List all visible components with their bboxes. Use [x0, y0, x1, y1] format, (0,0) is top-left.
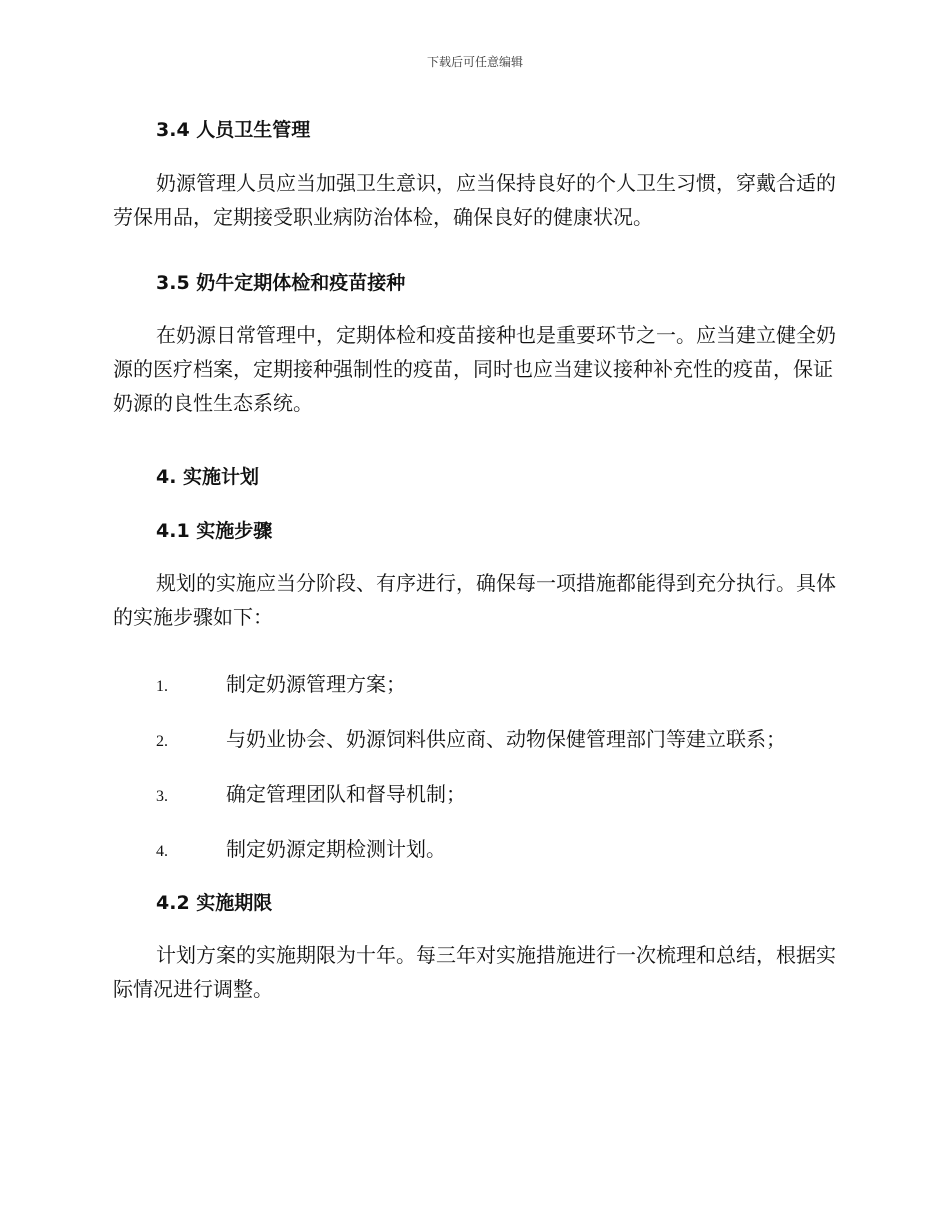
list-item-number: 4.: [156, 843, 168, 860]
section-paragraph-4-2: 计划方案的实施期限为十年。每三年对实施措施进行一次梳理和总结，根据实际情况进行调整。: [113, 943, 836, 1001]
section-paragraph-4-1: 规划的实施应当分阶段、有序进行，确保每一项措施都能得到充分执行。具体的实施步骤如下：: [113, 571, 836, 629]
section-paragraph-3-4: 奶源管理人员应当加强卫生意识，应当保持良好的个人卫生习惯，穿戴合适的劳保用品，定期接受职业病防治体检，确保良好的健康状况。: [113, 171, 836, 229]
list-item-number: 3.: [156, 788, 168, 805]
section-heading-3-5: 3.5 奶牛定期体检和疫苗接种: [156, 272, 406, 294]
list-item: [156, 723, 846, 752]
section-heading-4: 4. 实施计划: [156, 466, 260, 488]
section-paragraph-3-5: 在奶源日常管理中，定期体检和疫苗接种也是重要环节之一。应当建立健全奶源的医疗档案，定期接种强制性的疫苗，同时也应当建议接种补充性的疫苗，保证奶源的良性生态系统。: [113, 323, 836, 415]
list-item: [156, 833, 846, 862]
list-item-number: 2.: [156, 733, 168, 750]
page-header: 下载后可任意编辑: [426, 55, 523, 69]
list-item: [156, 668, 846, 697]
list-item: [156, 778, 846, 807]
list-item-number: 1.: [156, 678, 168, 695]
list-item-text: 制定奶源管理方案；: [226, 672, 406, 696]
section-heading-4-1: 4.1 实施步骤: [156, 520, 273, 542]
list-item-text: 确定管理团队和督导机制；: [226, 782, 466, 806]
list-item-text: 与奶业协会、奶源饲料供应商、动物保健管理部门等建立联系；: [226, 727, 786, 751]
section-heading-3-4: 3.4 人员卫生管理: [156, 119, 311, 141]
section-heading-4-2: 4.2 实施期限: [156, 892, 273, 914]
list-item-text: 制定奶源定期检测计划。: [226, 837, 446, 861]
